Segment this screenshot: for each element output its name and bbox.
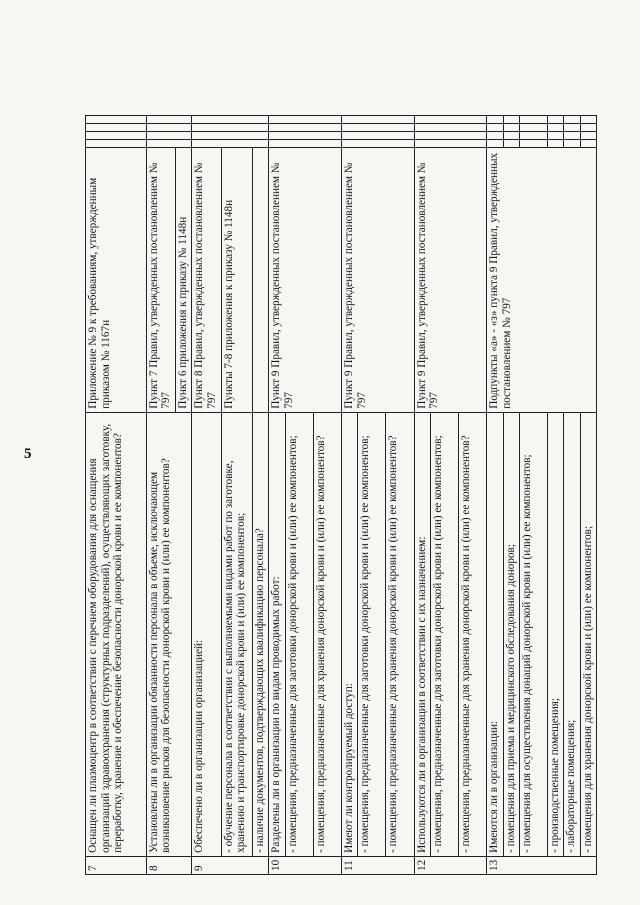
- question-sub-cell: - лабораторные помещения;: [564, 412, 580, 856]
- table-row: [341, 116, 357, 875]
- reference-cell: Пункт 9 Правил, утвержденных постановлением № 797: [414, 148, 487, 412]
- row-number: 7: [86, 856, 147, 874]
- question-cell: Имеют ли контролируемый доступ:: [341, 412, 357, 856]
- answer-no-cell[interactable]: [414, 132, 487, 140]
- table-row: [414, 116, 430, 875]
- question-sub-cell: - помещения для приема и медицинского обследования доноров;: [503, 412, 519, 856]
- reference-cell: Пункт 7 Правил, утвержденных постановлением № 797: [146, 148, 175, 412]
- answer-na-cell[interactable]: [414, 124, 487, 132]
- question-text: Обеспечено ли в организации организацией:: [193, 639, 206, 853]
- reference-cell: Приложение № 9 к требованиям, утвержденным приказом № 1167н: [86, 148, 147, 412]
- answer-na-cell[interactable]: [146, 124, 192, 132]
- notes-cell[interactable]: [580, 116, 596, 124]
- answer-yes-cell[interactable]: [414, 140, 487, 148]
- answer-no-cell[interactable]: [580, 132, 596, 140]
- answer-na-cell[interactable]: [580, 124, 596, 132]
- answer-yes-cell[interactable]: [269, 140, 342, 148]
- answer-na-cell[interactable]: [192, 124, 269, 132]
- notes-cell[interactable]: [86, 116, 147, 124]
- notes-cell[interactable]: [341, 116, 414, 124]
- question-sub-cell: - помещения, предназначенные для хранения донорской крови и (или) ее компонентов?: [313, 412, 341, 856]
- question-sub-cell: - помещения, предназначенные для хранения донорской крови и (или) ее компонентов?: [459, 412, 487, 856]
- table-row: [146, 116, 175, 875]
- reference-cell: Пункт 9 Правил, утвержденных постановлением № 797: [341, 148, 414, 412]
- table-row: [221, 116, 252, 875]
- reference-cell: Пункт 8 Правил, утвержденных постановлением № 797: [192, 148, 221, 412]
- notes-cell[interactable]: [503, 116, 519, 124]
- answer-no-cell[interactable]: [146, 132, 192, 140]
- reference-cell: Пункт 9 Правил, утвержденных постановлением № 797: [269, 148, 342, 412]
- notes-cell[interactable]: [146, 116, 192, 124]
- checklist-table: [85, 115, 597, 875]
- answer-yes-cell[interactable]: [503, 140, 519, 148]
- question-cell: [192, 412, 221, 856]
- answer-yes-cell[interactable]: [580, 140, 596, 148]
- row-number: 10: [269, 856, 342, 874]
- row-number: 8: [146, 856, 192, 874]
- row-number: 13: [487, 856, 597, 874]
- answer-na-cell[interactable]: [341, 124, 414, 132]
- answer-yes-cell[interactable]: [519, 140, 547, 148]
- answer-na-cell[interactable]: [487, 124, 503, 132]
- table-row: [269, 116, 285, 875]
- answer-no-cell[interactable]: [487, 132, 503, 140]
- row-number: 9: [192, 856, 269, 874]
- answer-no-cell[interactable]: [503, 132, 519, 140]
- answer-yes-cell[interactable]: [564, 140, 580, 148]
- reference-cell: Подпункты «а» - «з» пункта 9 Правил, утвержденных постановлением № 797: [487, 148, 597, 412]
- answer-na-cell[interactable]: [548, 124, 564, 132]
- answer-yes-cell[interactable]: [487, 140, 503, 148]
- answer-na-cell[interactable]: [86, 124, 147, 132]
- notes-cell[interactable]: [414, 116, 487, 124]
- reference-cell: Пункт 6 приложения к приказу № 1148н: [175, 148, 191, 412]
- question-cell: Разделены ли в организации по видам проводимых работ:: [269, 412, 285, 856]
- table-row: [86, 116, 147, 875]
- answer-no-cell[interactable]: [564, 132, 580, 140]
- question-sub-cell: - помещения, предназначенные для заготовки донорской крови и (или) ее компонентов;: [430, 412, 458, 856]
- question-sub-cell: - обучение персонала в соответствии с выполняемыми видами работ по заготовке, хранению и транспортировке донорской крови и (или) ее компонентов;: [221, 412, 252, 856]
- row-number: 12: [414, 856, 487, 874]
- notes-cell[interactable]: [269, 116, 342, 124]
- notes-cell[interactable]: [519, 116, 547, 124]
- question-cell: Имеются ли в организации:: [487, 412, 503, 856]
- answer-na-cell[interactable]: [503, 124, 519, 132]
- answer-no-cell[interactable]: [269, 132, 342, 140]
- reference-empty-cell: [253, 148, 269, 412]
- page-number: 5: [24, 446, 32, 462]
- answer-na-cell[interactable]: [519, 124, 547, 132]
- answer-na-cell[interactable]: [269, 124, 342, 132]
- notes-cell[interactable]: [192, 116, 269, 124]
- answer-yes-cell[interactable]: [86, 140, 147, 148]
- question-sub-cell: - производственные помещения;: [548, 412, 564, 856]
- question-sub-cell: - помещения, предназначенные для заготовки донорской крови и (или) ее компонентов;: [358, 412, 386, 856]
- answer-yes-cell[interactable]: [192, 140, 269, 148]
- row-number: 11: [341, 856, 414, 874]
- checklist-table-rotated: [85, 115, 597, 875]
- notes-cell[interactable]: [487, 116, 503, 124]
- answer-yes-cell[interactable]: [341, 140, 414, 148]
- question-cell: Оснащен ли плазмоцентр в соответствии с перечнем оборудования для оснащения организаций здравоохранения (структурных подразделений), осуществляющих заготовку, переработку, хранение и обеспечение безопасности донорской крови и ее компонентов?: [86, 412, 147, 856]
- question-sub-cell: - помещения, предназначенные для хранения донорской крови и (или) ее компонентов?: [386, 412, 414, 856]
- answer-no-cell[interactable]: [192, 132, 269, 140]
- answer-no-cell[interactable]: [341, 132, 414, 140]
- answer-no-cell[interactable]: [548, 132, 564, 140]
- question-sub-cell: - помещения для осуществления донаций донорской крови и (или) ее компонентов;: [519, 412, 547, 856]
- answer-yes-cell[interactable]: [548, 140, 564, 148]
- question-cell: Используются ли в организации в соответствии с их назначением:: [414, 412, 430, 856]
- table-row: [253, 116, 269, 875]
- table-row: [487, 116, 503, 875]
- notes-cell[interactable]: [548, 116, 564, 124]
- answer-na-cell[interactable]: [564, 124, 580, 132]
- answer-yes-cell[interactable]: [146, 140, 192, 148]
- question-sub-cell: - помещения для хранения донорской крови и (или) ее компонентов;: [580, 412, 596, 856]
- notes-cell[interactable]: [564, 116, 580, 124]
- question-sub-cell: - наличие документов, подтверждающих квалификацию персонала?: [253, 412, 269, 856]
- answer-no-cell[interactable]: [519, 132, 547, 140]
- question-cell: Установлены ли в организации обязанности персонала в объеме, исключающем возникновение рисков для безопасности донорской крови и (или) ее компонентов?: [146, 412, 192, 856]
- question-sub-cell: - помещения, предназначенные для заготовки донорской крови и (или) ее компонентов;: [285, 412, 313, 856]
- answer-no-cell[interactable]: [86, 132, 147, 140]
- reference-cell: Пункты 7-8 приложения к приказу № 1148н: [221, 148, 252, 412]
- table-row: [192, 116, 221, 875]
